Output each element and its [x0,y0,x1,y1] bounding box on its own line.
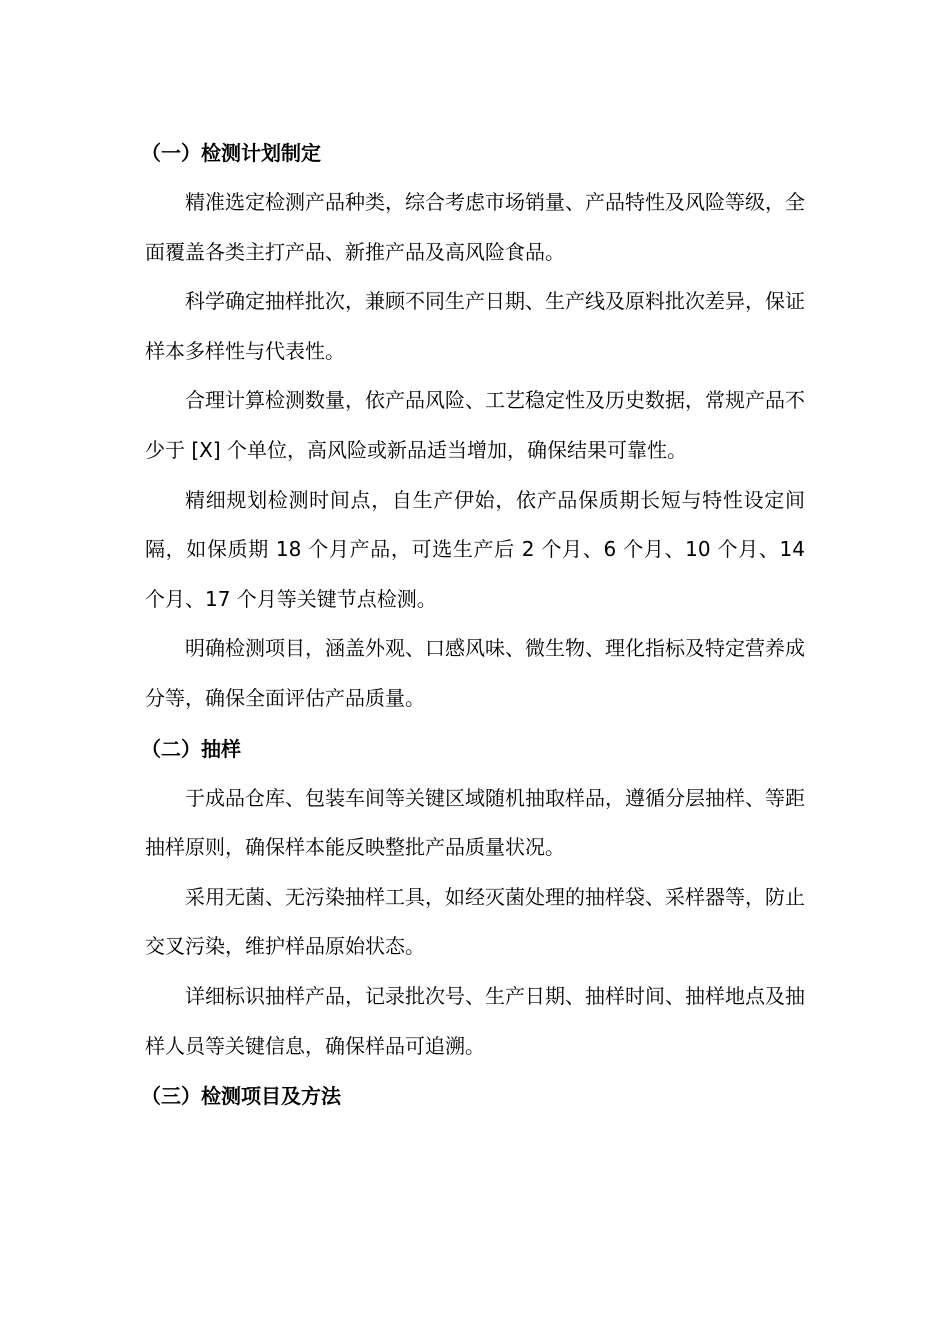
paragraph-sampling-batches: 科学确定抽样批次，兼顾不同生产日期、生产线及原料批次差异，保证样本多样性与代表性。 [145,289,805,363]
paragraph-random-sampling: 于成品仓库、包装车间等关键区域随机抽取样品，遵循分层抽样、等距抽样原则，确保样本能反映整批产品质量状况。 [145,785,805,860]
section-heading-plan: （一）检测计划制定 [141,141,321,165]
document-body [141,128,805,1121]
paragraph-sample-labeling: 详细标识抽样产品，记录批次号、生产日期、抽样时间、抽样地点及抽样人员等关键信息，确保样品可追溯。 [145,983,805,1058]
section-heading-methods: （三）检测项目及方法 [141,1084,341,1109]
paragraph-product-selection: 精准选定检测产品种类，综合考虑市场销量、产品特性及风险等级，全面覆盖各类主打产品、新推产品及高风险食品。 [145,190,805,264]
section-heading-sampling: （二）抽样 [141,736,241,761]
paragraph-test-timepoints: 精细规划检测时间点，自生产伊始，依产品保质期长短与特性设定间隔，如保质期 18 个月产品，可选生产后 2 个月、6 个月、10 个月、14 个月、17 个月等关键节点检测。 [145,487,805,611]
paragraph-test-quantity: 合理计算检测数量，依产品风险、工艺稳定性及历史数据，常规产品不少于 [X] 个单位，高风险或新品适当增加，确保结果可靠性。 [145,388,805,462]
paragraph-test-items: 明确检测项目，涵盖外观、口感风味、微生物、理化指标及特定营养成分等，确保全面评估产品质量。 [145,636,805,710]
paragraph-sterile-tools: 采用无菌、无污染抽样工具，如经灭菌处理的抽样袋、采样器等，防止交叉污染，维护样品原始状态。 [145,884,805,959]
